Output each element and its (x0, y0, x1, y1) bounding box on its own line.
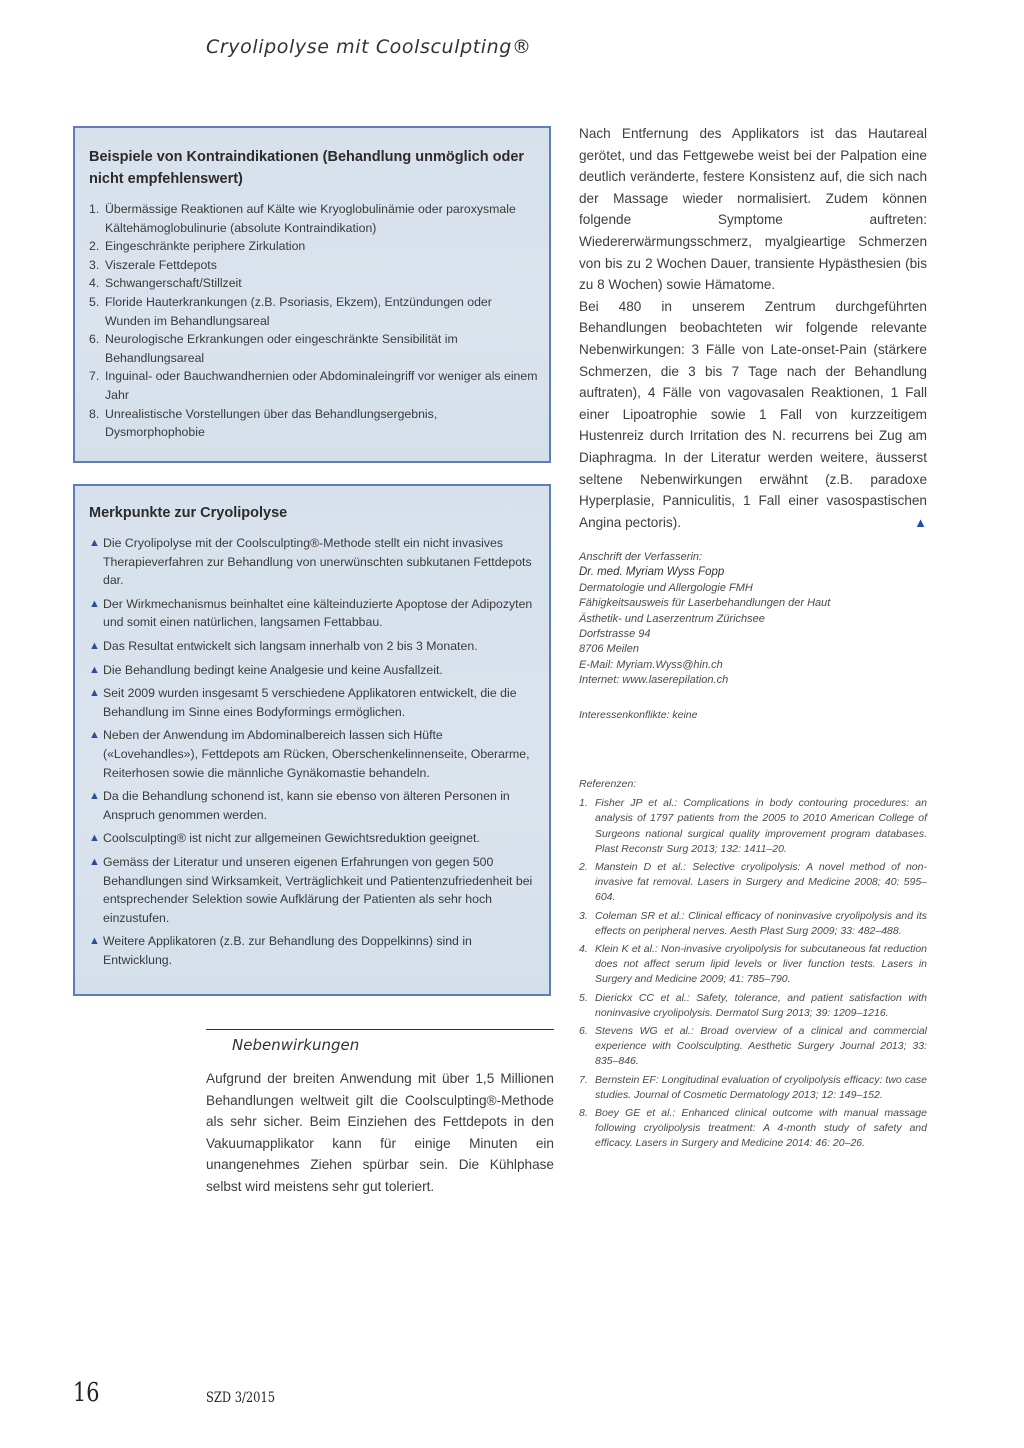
journal-issue: SZD 3/2015 (206, 1390, 276, 1406)
triangle-bullet-icon: ▲ (89, 790, 100, 803)
contraindications-box (73, 126, 551, 463)
triangle-bullet-icon: ▲ (89, 832, 100, 845)
item-number: 4. (89, 276, 100, 291)
item-text: Floride Hauterkrankungen (z.B. Psoriasis, Ekzem), Entzündungen oder Wunden im Behandlungsareal (105, 294, 492, 328)
list-item (89, 853, 539, 927)
list-item (89, 595, 539, 632)
triangle-bullet-icon: ▲ (89, 597, 100, 610)
item-text: Inguinal- oder Bauchwandhernien oder Abdominaleingriff vor weniger als einem Jahr (105, 369, 538, 402)
item-text: Eingeschränkte periphere Zirkulation (105, 239, 306, 254)
paragraph-text: Bei 480 in unserem Zentrum durchgeführten Behandlungen beobachteten wir folgende relevante Nebenwirkungen: 3 Fälle von Late-onset-Pain (stärkere Schmerzen, die 3 bis 7 Tage nach der Behandlung auftraten), 4 Fälle von vagovasalen Reaktionen, 1 Fall einer Lipoatrophie sowie 1 Fall von kurzzeitigem Hustenreiz durch Irritation des N. recurrens bei Zug am Diaphragma. In der Literatur werden weitere, äusserst seltene Nebenwirkungen erwähnt (z.B. paradoxe Hyperplasie, Panniculitis, 1 Fall einer vasospastischen Angina pectoris). (579, 298, 927, 530)
item-text: Das Resultat entwickelt sich langsam innerhalb von 2 bis 3 Monaten. (103, 638, 478, 653)
item-number: 8. (89, 406, 100, 421)
item-number: 1. (89, 202, 100, 216)
list-item (89, 637, 539, 656)
reference-item (579, 1024, 927, 1070)
item-text: Seit 2009 wurden insgesamt 5 verschiedene Applikatoren entwickelt, die die Behandlung im Sinne eines Bodyformings ermöglichen. (103, 686, 517, 719)
reference-text: Coleman SR et al.: Clinical efficacy of noninvasive cryolipolysis and its effects on peripheral nerves. Aesth Plast Surg 2009; 33: 482–488. (595, 909, 927, 937)
keypoints-list (89, 534, 539, 974)
triangle-bullet-icon: ▲ (89, 729, 100, 742)
body-paragraph (579, 296, 927, 534)
references (579, 777, 927, 1155)
list-item (89, 829, 539, 848)
reference-number: 2. (579, 861, 588, 874)
reference-number: 7. (579, 1073, 588, 1086)
list-item (89, 932, 539, 969)
reference-number: 5. (579, 991, 588, 1004)
item-number: 3. (89, 257, 100, 272)
reference-text: Dierickx CC et al.: Safety, tolerance, and patient satisfaction with noninvasive cryolipolysis. Dermatol Surg 2013; 39: 1209–1216. (595, 991, 927, 1019)
page-number: 16 (73, 1378, 100, 1408)
reference-item (579, 796, 927, 857)
body-paragraph: Nach Entfernung des Applikators ist das Hautareal gerötet, und das Fettgewebe weist bei der Palpation eine deutlich veränderte, festere Konsistenz auf, die sich nach der Massage wieder normalisiert. Zudem können folgende Symptome auftreten: Wiedererwärmungsschmerz, myalgieartige Schmerzen von bis zu 2 Wochen Dauer, transiente Hypästhesien (bis zu 8 Wochen) sowie Hämatome. (579, 126, 927, 293)
contraindications-list (89, 200, 539, 442)
conflicts-of-interest: Interessenkonflikte: keine (579, 709, 698, 721)
reference-text: Boey GE et al.: Enhanced clinical outcome with manual massage following cryolipolysis treatment: A 4-month study of safety and efficacy. Lasers in Surgery and Medicine 2014: 46: 20–26. (595, 1107, 927, 1150)
reference-number: 8. (579, 1107, 588, 1120)
list-item (89, 534, 539, 590)
website-line[interactable]: Internet: www.laserepilation.ch (579, 674, 729, 687)
address-line: Fähigkeitsausweis für Laserbehandlungen der Haut (579, 597, 831, 610)
list-item (89, 274, 539, 293)
reference-text: Fisher JP et al.: Complications in body contouring procedures: an analysis of 1797 patients from the 2005 to 2010 American College of Surgeons national surgical quality improvement program databases. Plast Reconstr Surg 2013; 132: 1411–20. (595, 797, 927, 855)
author-address (579, 550, 939, 689)
item-number: 6. (89, 332, 100, 347)
side-effects-text (206, 1068, 554, 1198)
item-number: 5. (89, 294, 100, 309)
running-header-title: Cryolipolyse mit Coolsculpting® (206, 36, 532, 58)
list-item (89, 661, 539, 680)
right-column-text (579, 123, 927, 533)
reference-number: 4. (579, 943, 588, 956)
reference-item (579, 942, 927, 988)
references-title: Referenzen: (579, 778, 637, 790)
email-line[interactable]: E-Mail: Myriam.Wyss@hin.ch (579, 658, 723, 671)
reference-item (579, 909, 927, 939)
triangle-bullet-icon: ▲ (89, 537, 100, 549)
body-paragraph: Aufgrund der breiten Anwendung mit über 1,5 Millionen Behandlungen weltweit gilt die Coolsculpting®-Methode als sehr sicher. Beim Einziehen des Fettdepots in den Vakuumapplikator kann für einige Minuten ein unangenehmes Ziehen spürbar sein. Die Kühlphase selbst wird meistens sehr gut toleriert. (206, 1071, 554, 1194)
address-line: Dorfstrasse 94 (579, 628, 651, 641)
list-item (89, 237, 539, 256)
item-text: Die Behandlung bedingt keine Analgesie und keine Ausfallzeit. (103, 662, 443, 677)
triangle-bullet-icon: ▲ (89, 687, 100, 700)
address-label: Anschrift der Verfasserin: (579, 551, 703, 563)
keypoints-title: Merkpunkte zur Cryolipolyse (89, 505, 288, 521)
item-text: Unrealistische Vorstellungen über das Behandlungsergebnis, Dysmorphophobie (105, 406, 438, 440)
reference-text: Klein K et al.: Non-invasive cryolipolysis for subcutaneous fat reduction does not affect serum lipid levels or liver function tests. Lasers in Surgery and Medicine 2009; 41: 785–790. (595, 943, 927, 986)
item-text: Der Wirkmechanismus beinhaltet eine kälteinduzierte Apoptose der Adipozyten und somit einen natürlichen, langsamen Fettabbau. (103, 596, 533, 630)
list-item (89, 787, 539, 824)
reference-item (579, 860, 927, 906)
item-text: Coolsculpting® ist nicht zur allgemeinen Gewichtsreduktion geeignet. (103, 831, 480, 846)
author-name: Dr. med. Myriam Wyss Fopp (579, 566, 725, 579)
triangle-bullet-icon: ▲ (89, 639, 100, 652)
list-item (89, 200, 539, 237)
item-text: Neben der Anwendung im Abdominalbereich lassen sich Hüfte («Lovehandles»), Fettdepots am Rücken, Oberschenkelinnenseite, Oberarme, Reiterhosen sowie die männliche Gynäkomastie behandeln. (103, 728, 530, 780)
section-divider (206, 1029, 554, 1030)
list-item (89, 405, 539, 442)
item-text: Übermässige Reaktionen auf Kälte wie Kryoglobulinämie oder paroxysmale Kältehämoglobulinurie (absolute Kontraindikation) (105, 202, 516, 235)
reference-text: Manstein D et al.: Selective cryolipolysis: A novel method of non-invasive fat removal. Lasers in Surgery and Medicine 2008; 40: 595–604. (595, 861, 927, 904)
item-number: 7. (89, 369, 100, 384)
item-text: Da die Behandlung schonend ist, kann sie ebenso von älteren Personen in Anspruch genommen werden. (103, 789, 510, 822)
triangle-bullet-icon: ▲ (89, 935, 100, 948)
triangle-bullet-icon: ▲ (89, 855, 100, 868)
list-item (89, 256, 539, 275)
list-item (89, 293, 539, 330)
item-text: Neurologische Erkrankungen oder eingeschränkte Sensibilität im Behandlungsareal (105, 332, 458, 365)
list-item (89, 726, 539, 782)
references-list (579, 796, 927, 1151)
reference-item (579, 1073, 927, 1103)
reference-number: 3. (579, 909, 588, 922)
reference-number: 6. (579, 1025, 588, 1038)
address-line: 8706 Meilen (579, 643, 639, 656)
reference-text: Bernstein EF: Longitudinal evaluation of cryolipolysis efficacy: two case studies. Journal of Cosmetic Dermatology 2013; 12: 149–152. (595, 1073, 927, 1101)
item-number: 2. (89, 239, 100, 254)
reference-item (579, 991, 927, 1021)
keypoints-box (73, 484, 551, 996)
item-text: Viszerale Fettdepots (105, 257, 217, 272)
list-item (89, 684, 539, 721)
reference-number: 1. (579, 797, 588, 810)
item-text: Die Cryolipolyse mit der Coolsculpting®-Methode stellt ein nicht invasives Therapieverfahren zur Behandlung von unerwünschten subkutanen Fettdepots dar. (103, 536, 532, 588)
reference-item (579, 1106, 927, 1152)
contraindications-title: Beispiele von Kontraindikationen (Behandlung unmöglich oder nicht empfehlenswert) (89, 149, 525, 187)
list-item (89, 330, 539, 367)
section-title-side-effects: Nebenwirkungen (232, 1036, 360, 1054)
end-of-article-triangle-icon: ▲ (914, 514, 927, 530)
list-item (89, 367, 539, 404)
address-line: Dermatologie und Allergologie FMH (579, 581, 753, 594)
item-text: Schwangerschaft/Stillzeit (105, 276, 242, 291)
address-line: Ästhetik- und Laserzentrum Zürichsee (579, 612, 765, 625)
item-text: Weitere Applikatoren (z.B. zur Behandlung des Doppelkinns) sind in Entwicklung. (103, 934, 472, 967)
item-text: Gemäss der Literatur und unseren eigenen Erfahrungen von gegen 500 Behandlungen sind Wirksamkeit, Verträglichkeit und Patientenzufriedenheit bei entsprechender Selektion sowie Aufklärung der Patienten als sehr hoch einzustufen. (103, 854, 533, 925)
triangle-bullet-icon: ▲ (89, 663, 100, 676)
reference-text: Stevens WG et al.: Broad overview of a clinical and commercial experience with Coolsculpting. Aesthetic Surgery Journal 2013; 33: 835–846. (595, 1025, 927, 1068)
